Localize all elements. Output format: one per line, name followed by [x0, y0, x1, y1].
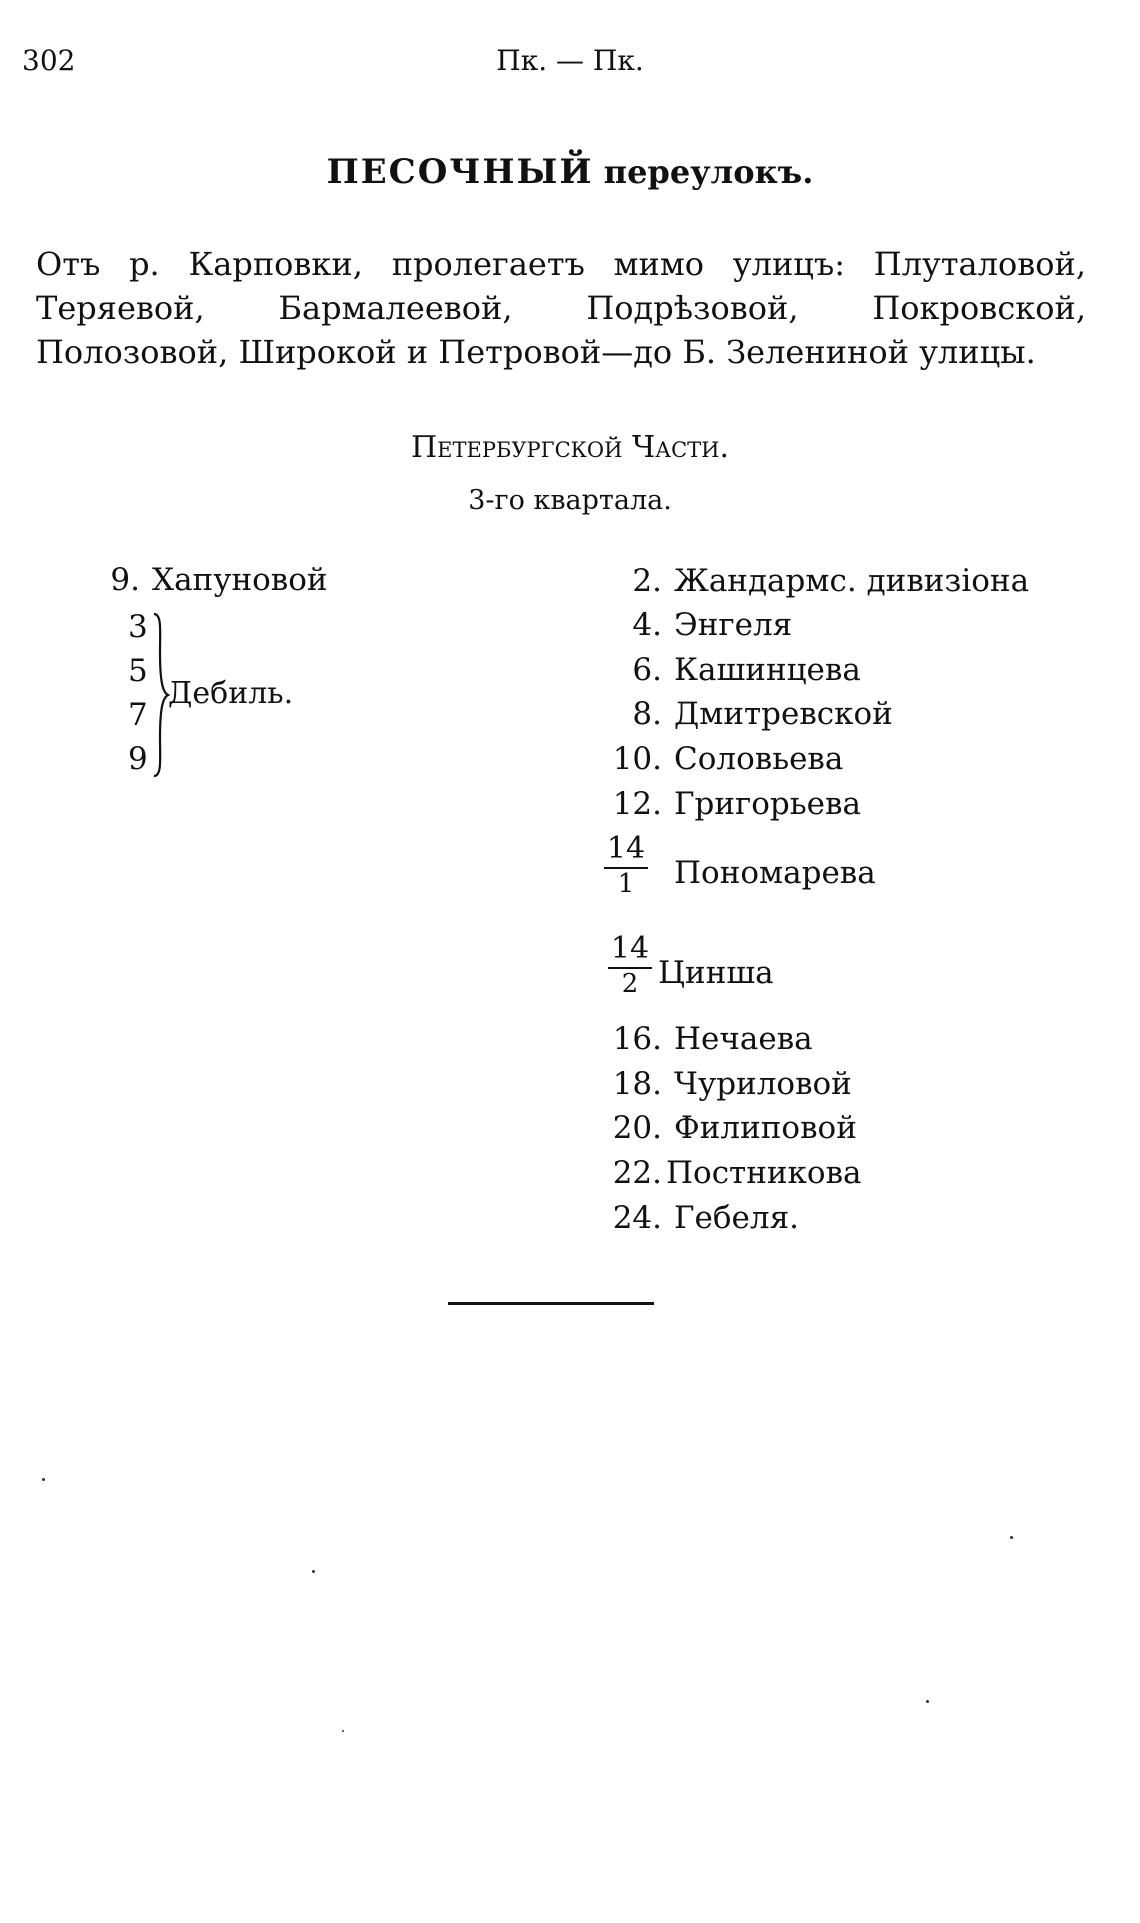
scan-speck	[342, 1730, 344, 1732]
house-number: 6.	[632, 652, 662, 688]
list-item	[658, 953, 774, 993]
fraction-number	[604, 833, 648, 897]
house-number: 7	[128, 697, 148, 733]
house-number: 5	[128, 653, 148, 689]
house-number: 20.	[612, 1110, 662, 1146]
fraction-numerator: 14	[606, 831, 646, 866]
owner-name: Дмитревской	[674, 696, 893, 732]
owner-name: Хапуновой	[152, 562, 328, 598]
house-number: 10.	[612, 741, 662, 777]
owner-name: Нечаева	[674, 1021, 813, 1057]
quarter-title: 3-го квартала.	[468, 485, 672, 516]
list-item	[580, 650, 861, 690]
owner-name: Гебеля.	[674, 1200, 799, 1236]
owner-name: Кашинцева	[674, 652, 861, 688]
section-divider	[448, 1302, 654, 1305]
list-item	[580, 1153, 862, 1193]
scan-speck	[312, 1570, 315, 1573]
house-number: 22.	[612, 1155, 662, 1191]
list-item	[580, 561, 1029, 601]
house-number: 24.	[612, 1200, 662, 1236]
page-number: 302	[22, 44, 76, 77]
house-number: 18.	[612, 1066, 662, 1102]
house-number: 9.	[110, 562, 140, 598]
scan-speck	[1010, 1536, 1013, 1539]
owner-name: Жандармс. дивизіона	[674, 563, 1030, 599]
owner-name: Григорьева	[674, 786, 861, 822]
fraction-denominator: 1	[617, 869, 635, 899]
street-name: ПЕСОЧНЫЙ	[326, 152, 594, 192]
list-item	[580, 1108, 857, 1148]
part-title: Петербургской Части.	[410, 430, 729, 465]
house-number: 12.	[612, 786, 662, 822]
fraction-numerator: 14	[610, 931, 650, 966]
street-kind: переулокъ.	[603, 153, 814, 191]
list-item	[580, 784, 861, 824]
owner-name: Филиповой	[674, 1110, 857, 1146]
list-item	[580, 1019, 813, 1059]
owner-name: Энгеля	[674, 607, 793, 643]
house-number: 2.	[632, 563, 662, 599]
owner-name: Постникова	[666, 1155, 862, 1191]
list-item	[90, 560, 328, 600]
scan-speck	[926, 1700, 929, 1703]
list-item	[580, 1064, 852, 1104]
list-item	[580, 694, 893, 734]
house-number: 4.	[632, 607, 662, 643]
house-number: 3	[128, 609, 148, 645]
owner-name: Дебиль.	[168, 676, 294, 711]
list-item	[674, 853, 876, 893]
list-item	[580, 739, 843, 779]
owner-name: Чуриловой	[674, 1066, 852, 1102]
street-title	[0, 152, 1140, 192]
fraction-number	[608, 933, 652, 997]
owner-name: Цинша	[658, 955, 774, 991]
running-head: Пк. — Пк.	[496, 44, 644, 77]
house-number: 8.	[632, 696, 662, 732]
fraction-denominator: 2	[621, 969, 639, 999]
list-item	[580, 605, 792, 645]
street-description: Отъ р. Карповки, пролегаетъ мимо улицъ: Плуталовой, Теряевой, Бармалеевой, Подрѣзовой, Покровской, Полозовой, Широкой и Петровой—до Б. Зелениной улицы.	[36, 245, 1086, 371]
list-item	[580, 1198, 799, 1238]
owner-name: Пономарева	[674, 855, 876, 891]
curly-brace-icon	[150, 612, 170, 778]
brace-group-numbers	[128, 605, 148, 781]
scan-speck	[42, 1478, 45, 1481]
owner-name: Соловьева	[674, 741, 844, 777]
house-number: 16.	[612, 1021, 662, 1057]
house-number: 9	[128, 741, 148, 777]
